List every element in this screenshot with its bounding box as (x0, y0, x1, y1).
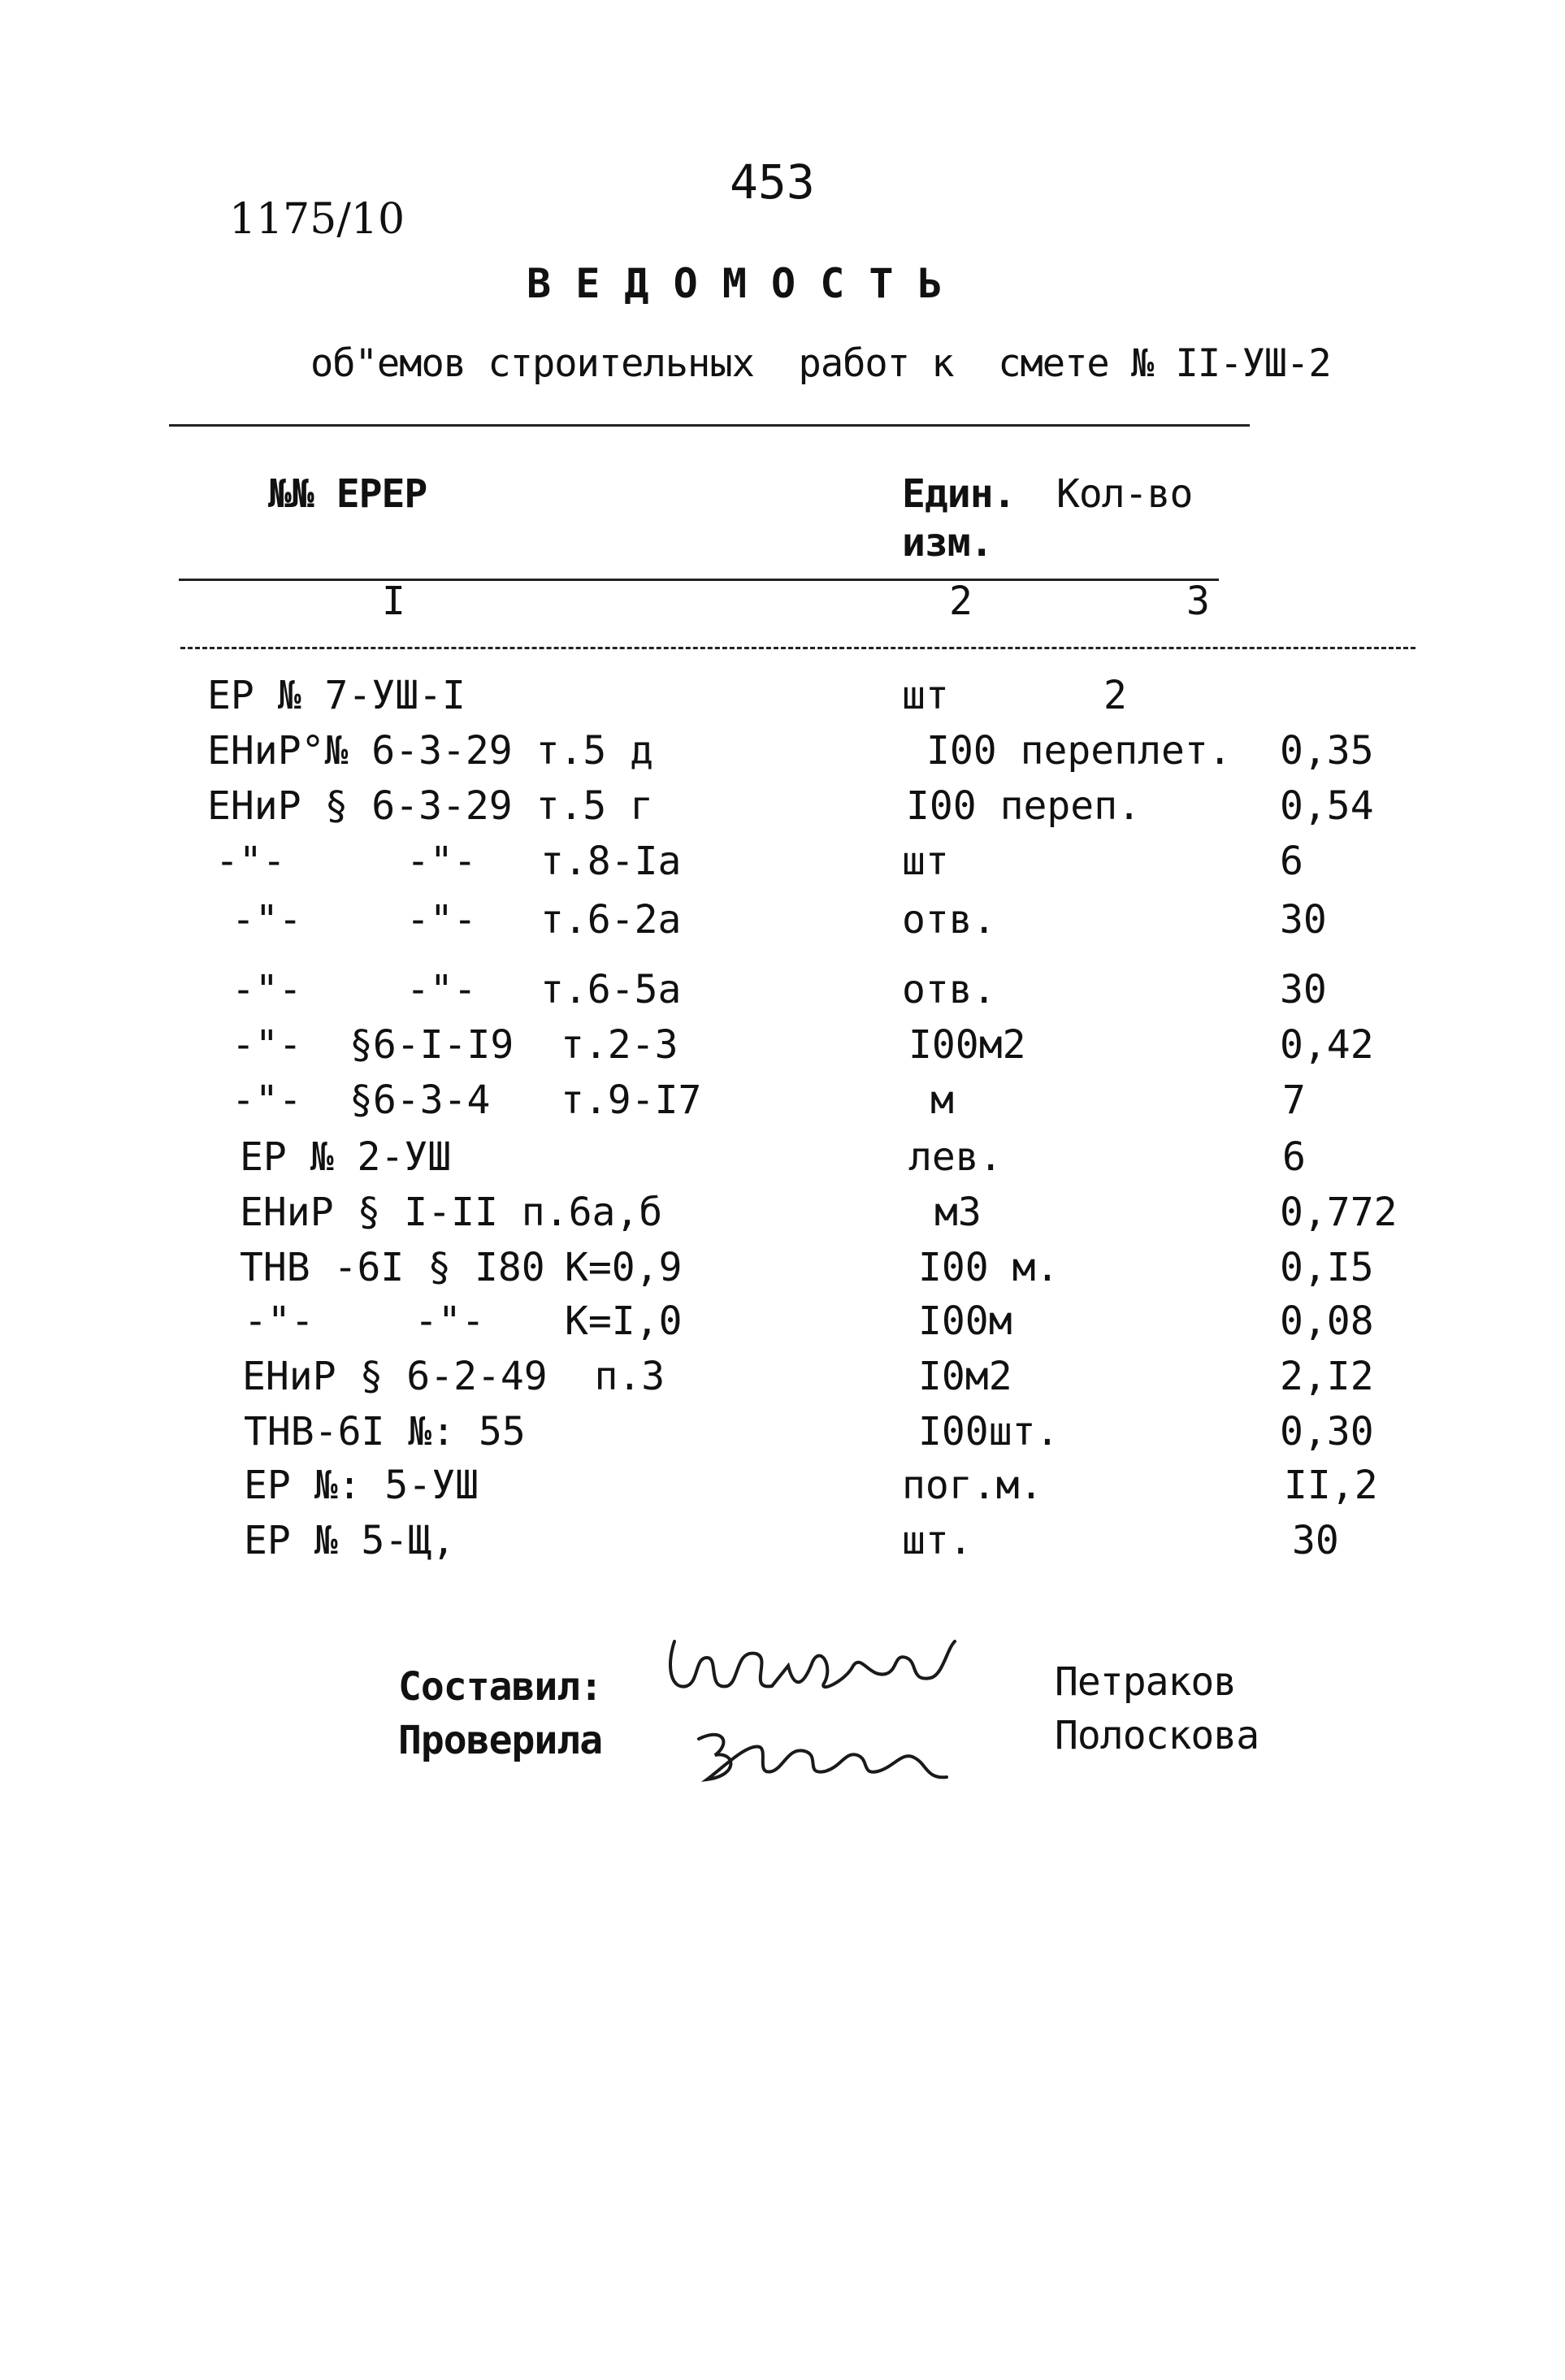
row-ref: -"- (232, 1077, 302, 1123)
row-ref: ЕР №: 5-УШ (244, 1463, 479, 1508)
column-number-rule (180, 647, 1415, 649)
row-unit: I00 переп. (906, 783, 1141, 829)
row-qty: 0,54 (1280, 783, 1374, 829)
table-row (0, 1409, 1565, 1458)
header-unit-line1: Един. (902, 471, 1016, 517)
row-ref-c: К=0,9 (565, 1245, 683, 1290)
row-unit: м (930, 1077, 954, 1123)
row-qty: 0,42 (1280, 1022, 1374, 1068)
row-qty: 0,I5 (1280, 1245, 1374, 1290)
column-number-2: 2 (949, 579, 972, 624)
row-unit: I0м2 (918, 1354, 1012, 1399)
row-qty: 7 (1282, 1077, 1306, 1123)
row-unit: пог.м. (902, 1463, 1043, 1508)
row-unit: I00шт. (918, 1409, 1060, 1454)
row-qty: 2 (1103, 673, 1127, 718)
row-unit: лев. (908, 1134, 1003, 1180)
row-ref: -"- (232, 897, 302, 943)
table-row (0, 897, 1565, 946)
row-unit: отв. (902, 897, 996, 943)
row-unit: отв. (902, 967, 996, 1012)
table-row (0, 839, 1565, 887)
row-ref-c: т.8-Iа (540, 839, 682, 884)
row-qty: 30 (1280, 897, 1327, 943)
row-ref-b: -"- (414, 1298, 485, 1344)
header-rule (179, 579, 1219, 581)
row-ref: ЕНиР § I-II п.6а,б (240, 1190, 663, 1235)
header-unit-line2: изм. (902, 520, 993, 566)
row-ref-b: §6-I-I9 (349, 1022, 514, 1068)
row-ref-b: §6-3-4 (349, 1077, 491, 1123)
table-row (0, 1134, 1565, 1183)
header-col3: Кол-во (1056, 471, 1193, 517)
row-ref-c: т.9-I7 (561, 1077, 702, 1123)
row-ref: ЕНиР § 6-3-29 т.5 г (207, 783, 654, 829)
row-ref: -"- (215, 839, 286, 884)
table-row (0, 1463, 1565, 1511)
row-ref-c: т.2-3 (561, 1022, 678, 1068)
composed-label: Составил: (398, 1664, 603, 1710)
table-row (0, 1298, 1565, 1347)
table-row (0, 1518, 1565, 1567)
archive-number: 1175/10 (229, 195, 405, 244)
table-row (0, 1245, 1565, 1294)
row-qty: 0,772 (1280, 1190, 1398, 1235)
row-qty: 0,35 (1280, 728, 1374, 774)
table-row (0, 1077, 1565, 1126)
row-qty: II,2 (1284, 1463, 1378, 1508)
row-ref: ЕР № 7-УШ-I (207, 673, 466, 718)
row-qty: 0,30 (1280, 1409, 1374, 1454)
row-unit: шт. (902, 1518, 973, 1563)
row-ref: ЕР № 5-Щ, (244, 1518, 456, 1563)
row-unit: шт (902, 673, 949, 718)
row-ref: ЕНиР°№ 6-3-29 т.5 д (207, 728, 654, 774)
table-row (0, 967, 1565, 1016)
row-ref-c: К=I,0 (565, 1298, 683, 1344)
row-qty: 2,I2 (1280, 1354, 1374, 1399)
table-row (0, 728, 1565, 777)
row-unit: I00м (918, 1298, 1012, 1344)
column-number-1: I (382, 579, 405, 624)
row-ref: ТНВ-6I №: 55 (244, 1409, 526, 1454)
row-qty: 30 (1280, 967, 1327, 1012)
row-unit: шт (902, 839, 949, 884)
column-number-3: 3 (1186, 579, 1209, 624)
page-number: 453 (730, 154, 815, 210)
row-ref-b: -"- (406, 897, 477, 943)
row-unit: м3 (934, 1190, 982, 1235)
row-ref: -"- (232, 967, 302, 1012)
row-ref-c: т.6-2а (540, 897, 682, 943)
document-title: В Е Д О М О С Т Ь (527, 260, 943, 307)
row-ref: -"- (232, 1022, 302, 1068)
top-rule (169, 424, 1250, 427)
row-ref: ЕР № 2-УШ (240, 1134, 452, 1180)
composed-name: Петраков (1055, 1659, 1237, 1705)
row-qty: 30 (1292, 1518, 1339, 1563)
table-row (0, 783, 1565, 832)
row-unit: I00м2 (908, 1022, 1026, 1068)
header-col1: №№ ЕРЕР (268, 471, 427, 517)
row-ref-b: -"- (406, 839, 477, 884)
table-row (0, 673, 1565, 722)
row-qty: 6 (1280, 839, 1303, 884)
row-unit: I00 м. (918, 1245, 1060, 1290)
row-qty: 6 (1282, 1134, 1306, 1180)
row-ref: ТНВ -6I § I80 (240, 1245, 545, 1290)
table-row (0, 1022, 1565, 1071)
row-ref-b: -"- (406, 967, 477, 1012)
row-ref-c: т.6-5а (540, 967, 682, 1012)
table-row (0, 1190, 1565, 1238)
table-row (0, 1354, 1565, 1402)
checked-label: Проверила (398, 1718, 603, 1763)
checked-name: Полоскова (1055, 1713, 1259, 1758)
row-ref: -"- (244, 1298, 314, 1344)
row-qty: 0,08 (1280, 1298, 1374, 1344)
document-subtitle: об"емов строительных работ к смете № II-УШ-2 (310, 341, 1331, 386)
row-ref: ЕНиР § 6-2-49 п.3 (242, 1354, 665, 1399)
row-unit: I00 переплет. (926, 728, 1232, 774)
